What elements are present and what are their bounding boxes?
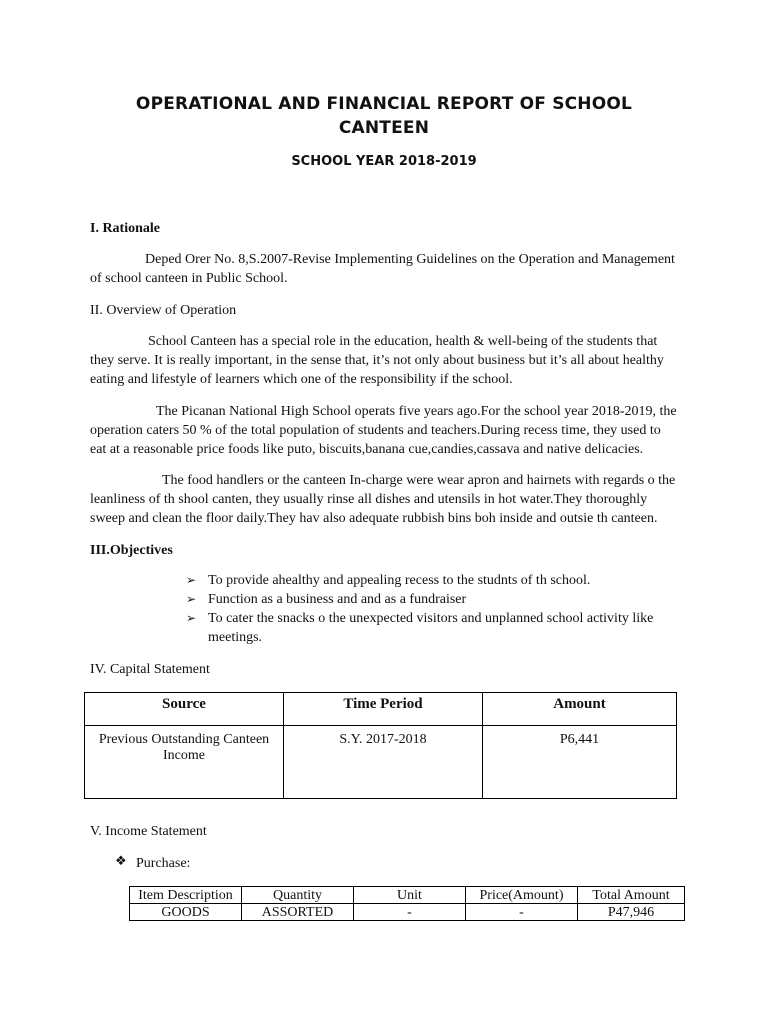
income-heading: V. Income Statement — [90, 824, 207, 839]
table-header-row — [85, 693, 677, 726]
document-subtitle: SCHOOL YEAR 2018-2019 — [291, 154, 477, 169]
document-title: OPERATIONAL AND FINANCIAL REPORT OF SCHOOL CANTEEN — [135, 94, 633, 138]
column-header: Unit — [354, 887, 466, 904]
rationale-text: Deped Orer No. 8,S.2007-Revise Implementing Guidelines on the Operation and Management of school canteen in Public School. — [90, 252, 675, 286]
capital-statement-table — [84, 692, 677, 799]
table-cell: Previous Outstanding Canteen Income — [85, 726, 284, 799]
objective-text: To cater the snacks o the unexpected visitors and unplanned school activity like meetings. — [208, 611, 654, 645]
table-cell: - — [466, 904, 578, 921]
table-cell: P6,441 — [483, 726, 677, 799]
table-cell: - — [354, 904, 466, 921]
overview-paragraph-2: The Picanan National High School operats five years ago.For the school year 2018-2019, the operation caters 50 % of the total population of students and teachers.During recess time, they used to eat at a reasonable price foods like puto, biscuits,banana cue,candies,cassava and native delicacies. — [90, 404, 677, 457]
objectives-heading: III.Objectives — [90, 543, 173, 558]
objective-text: To provide ahealthy and appealing recess to the studnts of th school. — [208, 573, 591, 588]
table-header-row — [130, 887, 685, 904]
table-cell: S.Y. 2017-2018 — [284, 726, 483, 799]
objective-text: Function as a business and and as a fundraiser — [208, 592, 467, 607]
list-item — [186, 590, 666, 609]
column-header: Time Period — [284, 693, 483, 726]
overview-paragraph-3: The food handlers or the canteen In-charge were wear apron and hairnets with regards o the leanliness of th shool canten, they usually rinse all dishes and utensils in hot water.They thoroughly sweep and clean the floor daily.They hav also adequate rubbish bins boh inside and outsie th canteen. — [90, 473, 676, 526]
capital-heading: IV. Capital Statement — [90, 662, 210, 677]
column-header: Item Description — [130, 887, 242, 904]
column-header: Source — [85, 693, 284, 726]
column-header: Price(Amount) — [466, 887, 578, 904]
column-header: Amount — [483, 693, 677, 726]
table-row — [85, 726, 677, 799]
purchase-label: Purchase: — [136, 856, 191, 871]
diamond-bullet-icon: ❖ — [115, 854, 127, 869]
arrow-bullet-icon: ➢ — [186, 611, 197, 625]
purchase-table — [129, 886, 685, 921]
arrow-bullet-icon: ➢ — [186, 592, 197, 606]
table-row — [130, 904, 685, 921]
overview-paragraph-1: School Canteen has a special role in the education, health & well-being of the students that they serve. It is really important, in the sense that, it’s not only about business but it’s all about healthy eating and lifestyle of learners which one of the responsibility if the school. — [90, 334, 664, 387]
objectives-list — [186, 571, 666, 647]
table-cell: GOODS — [130, 904, 242, 921]
arrow-bullet-icon: ➢ — [186, 573, 197, 587]
overview-heading: II. Overview of Operation — [90, 303, 237, 318]
column-header: Total Amount — [578, 887, 685, 904]
list-item — [186, 571, 666, 590]
table-cell: P47,946 — [578, 904, 685, 921]
column-header: Quantity — [242, 887, 354, 904]
rationale-heading: I. Rationale — [90, 221, 160, 236]
list-item — [186, 609, 666, 647]
table-cell: ASSORTED — [242, 904, 354, 921]
